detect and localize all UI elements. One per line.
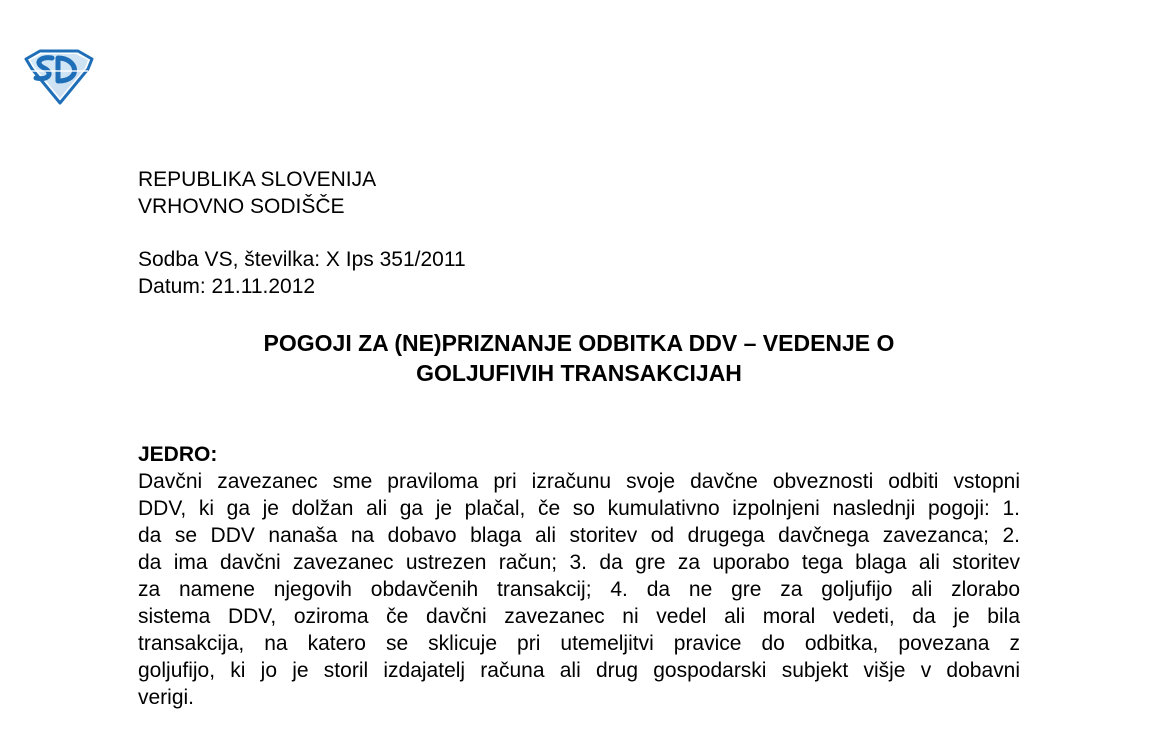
document-title	[138, 328, 1020, 388]
decision-date: Datum: 21.11.2012	[138, 275, 316, 298]
paragraph-line: DDV, ki ga je dolžan ali ga je plačal, če so kumulativno izpolnjeni naslednji pogoji: 1.	[138, 497, 1020, 520]
sd-logo-icon	[22, 47, 96, 105]
court-header	[138, 166, 376, 220]
core-heading: JEDRO:	[138, 443, 218, 466]
paragraph-line: goljufijo, ki jo je storil izdajatelj računa ali drug gospodarski subjekt višje v dobavni	[138, 659, 1020, 682]
paragraph-line: da se DDV nanaša na dobavo blaga ali storitev od drugega davčnega zavezanca; 2.	[138, 524, 1020, 547]
core-paragraph	[138, 468, 1020, 711]
case-number: Sodba VS, številka: X Ips 351/2011	[138, 248, 466, 271]
title-line-2: GOLJUFIVIH TRANSAKCIJAH	[416, 360, 742, 386]
paragraph-line: za namene njegovih obdavčenih transakcij; 4. da ne gre za goljufijo ali zlorabo	[138, 578, 1020, 601]
case-meta	[138, 246, 466, 300]
paragraph-line: sistema DDV, oziroma če davčni zavezanec ni vedel ali moral vedeti, da je bila	[138, 605, 1020, 628]
court-name: VRHOVNO SODIŠČE	[138, 195, 345, 218]
country-name: REPUBLIKA SLOVENIJA	[138, 168, 377, 191]
paragraph-line: da ima davčni zavezanec ustrezen račun; 3. da gre za uporabo tega blaga ali storitev	[138, 551, 1020, 574]
paragraph-line: verigi.	[138, 686, 195, 709]
title-line-1: POGOJI ZA (NE)PRIZNANJE ODBITKA DDV – VEDENJE O	[263, 330, 895, 356]
paragraph-line: transakcija, na katero se sklicuje pri utemeljitvi pravice do odbitka, povezana z	[138, 632, 1020, 655]
paragraph-line: Davčni zavezanec sme praviloma pri izračunu svoje davčne obveznosti odbiti vstopni	[138, 470, 1020, 493]
